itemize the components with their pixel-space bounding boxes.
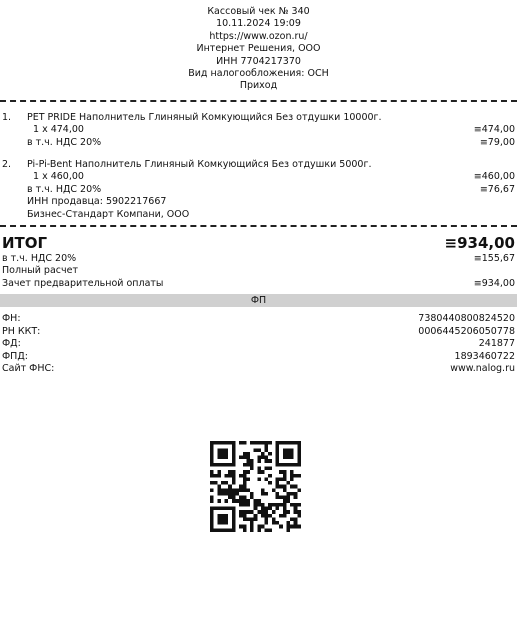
list-item bbox=[2, 159, 515, 222]
fiscal-row bbox=[2, 351, 515, 363]
fiscal-row bbox=[2, 326, 515, 338]
total-vat-value: ≡155,67 bbox=[473, 252, 515, 264]
prepay-value: ≡934,00 bbox=[473, 277, 515, 289]
item-vat: ≡79,00 bbox=[479, 137, 515, 149]
company-name: Интернет Решения, ООО bbox=[196, 43, 321, 55]
fiscal-value: 241877 bbox=[478, 338, 515, 350]
total-vat-label: в т.ч. НДС 20% bbox=[2, 252, 77, 264]
fiscal-value: 1893460722 bbox=[454, 350, 515, 362]
fiscal-label: ФН: bbox=[2, 313, 21, 325]
fiscal-value: 0006445206050778 bbox=[418, 325, 515, 337]
total-label: ИТОГ bbox=[2, 233, 48, 252]
item-vat-label: в т.ч. НДС 20% bbox=[27, 137, 102, 149]
prepay-label: Зачет предварительной оплаты bbox=[2, 277, 164, 289]
fiscal-value: www.nalog.ru bbox=[450, 363, 515, 374]
item-sum: ≡474,00 bbox=[473, 124, 515, 136]
fiscal-section bbox=[0, 307, 517, 375]
item-name: PET PRIDE Наполнитель Глиняный Комкующийся Без отдушки 10000г. bbox=[27, 111, 382, 123]
item-qty-price: 1 x 474,00 bbox=[33, 124, 84, 136]
item-vat: ≡76,67 bbox=[479, 183, 515, 195]
fiscal-row bbox=[2, 313, 515, 325]
fiscal-label: ФД: bbox=[2, 338, 21, 350]
seller-inn: ИНН продавца: 5902217667 bbox=[27, 196, 167, 208]
fp-header: ФП bbox=[0, 294, 517, 307]
item-number: 1. bbox=[2, 111, 12, 123]
payment-type: Полный расчет bbox=[2, 265, 78, 277]
items-list bbox=[0, 102, 517, 222]
item-sum: ≡460,00 bbox=[473, 171, 515, 183]
receipt-title: Кассовый чек № 340 bbox=[207, 6, 310, 17]
item-vat-label: в т.ч. НДС 20% bbox=[27, 183, 102, 195]
fiscal-value: 7380440800824520 bbox=[418, 313, 515, 325]
total-value: ≡934,00 bbox=[444, 233, 515, 252]
receipt-datetime: 10.11.2024 19:09 bbox=[216, 18, 301, 30]
receipt-header bbox=[0, 0, 517, 93]
item-number: 2. bbox=[2, 158, 12, 170]
qr-code-icon bbox=[210, 441, 301, 532]
fiscal-row bbox=[2, 338, 515, 350]
seller-name: Бизнес-Стандарт Компани, ООО bbox=[27, 209, 190, 220]
fiscal-label: РН ККТ: bbox=[2, 325, 41, 337]
fiscal-label: ФПД: bbox=[2, 350, 28, 362]
list-item bbox=[2, 112, 515, 150]
receipt-url: https://www.ozon.ru/ bbox=[209, 30, 308, 42]
operation-type: Приход bbox=[239, 80, 278, 92]
totals-section bbox=[0, 227, 517, 291]
fiscal-row bbox=[2, 363, 515, 375]
tax-system: Вид налогообложения: ОСН bbox=[188, 68, 329, 80]
fiscal-label: Сайт ФНС: bbox=[2, 363, 55, 374]
company-inn: ИНН 7704217370 bbox=[216, 55, 301, 67]
item-name: Pi-Pi-Bent Наполнитель Глиняный Комкующийся Без отдушки 5000г. bbox=[27, 158, 372, 170]
item-qty-price: 1 x 460,00 bbox=[33, 171, 84, 183]
